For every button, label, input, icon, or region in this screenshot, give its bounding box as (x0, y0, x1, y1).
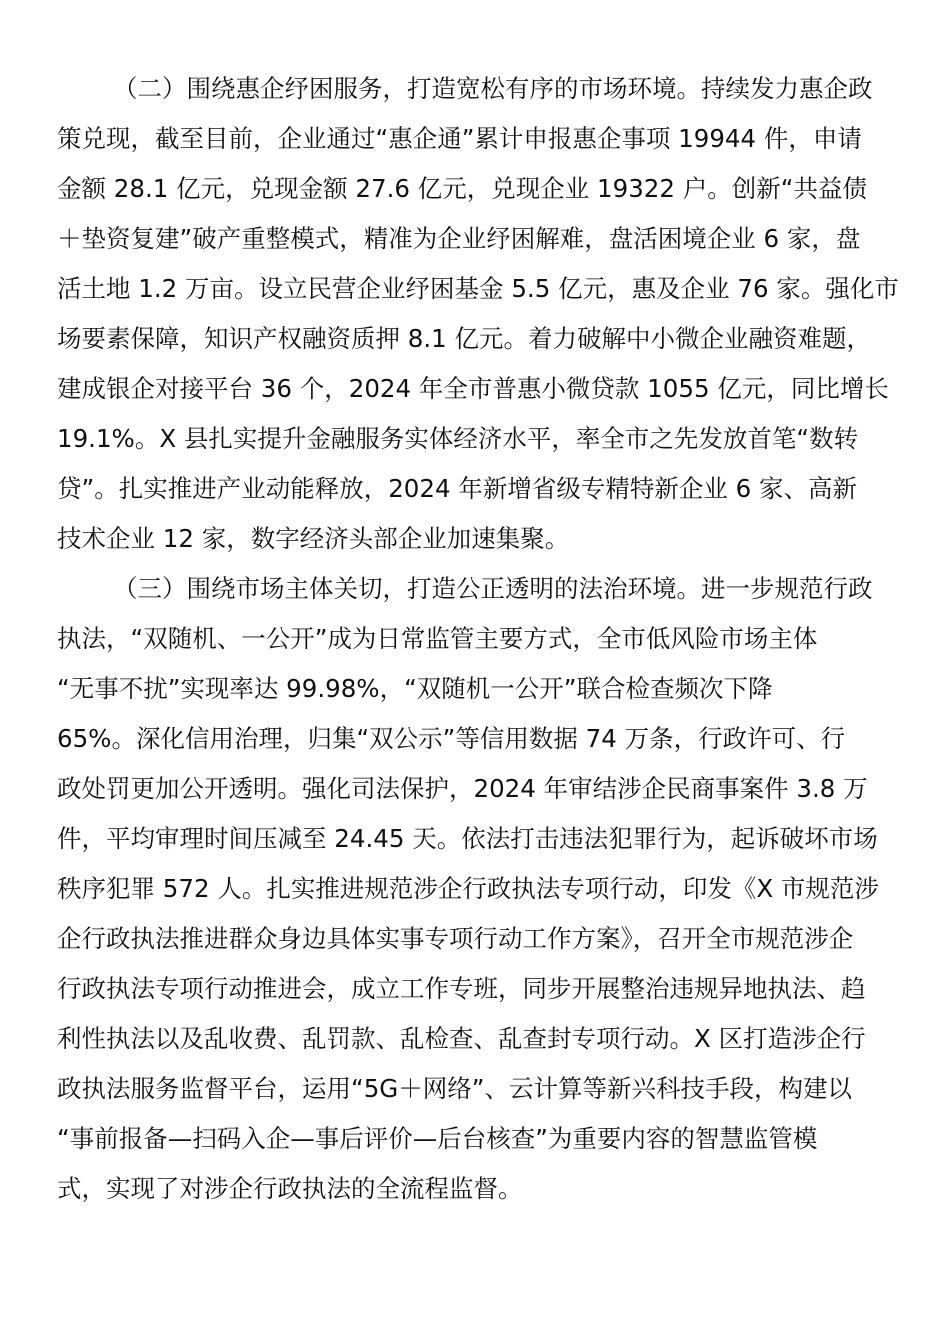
paragraph-line: 式，实现了对涉企行政执法的全流程监督。 (57, 1174, 523, 1203)
paragraph-line: 执法，“双随机、一公开”成为日常监管主要方式，全市低风险市场主体 (57, 624, 818, 653)
paragraph-line: （二）围绕惠企纾困服务，打造宽松有序的市场环境。持续发力惠企政 (113, 74, 873, 103)
paragraph-line: 政执法服务监督平台，运用“5G＋网络”、云计算等新兴科技手段，构建以 (57, 1074, 852, 1103)
paragraph-services (57, 64, 899, 564)
paragraph-line: 利性执法以及乱收费、乱罚款、乱检查、乱查封专项行动。X 区打造涉企行 (57, 1024, 866, 1053)
paragraph-legal-environment (57, 564, 893, 1214)
paragraph-line: 行政执法专项行动推进会，成立工作专班，同步开展整治违规异地执法、趋 (57, 974, 866, 1003)
paragraph-line: 贷”。扎实推进产业动能释放，2024 年新增省级专精特新企业 6 家、高新 (57, 474, 857, 503)
paragraph-line: 金额 28.1 亿元，兑现金额 27.6 亿元，兑现企业 19322 户。创新“共益债 (57, 174, 867, 203)
document-page (57, 64, 899, 1214)
paragraph-line: 件，平均审理时间压减至 24.45 天。依法打击违法犯罪行为，起诉破坏市场 (57, 824, 878, 853)
paragraph-line: “事前报备—扫码入企—事后评价—后台核查”为重要内容的智慧监管模 (57, 1124, 818, 1153)
paragraph-line: 建成银企对接平台 36 个，2024 年全市普惠小微贷款 1055 亿元，同比增长 (57, 374, 889, 403)
paragraph-line: “无事不扰”实现率达 99.98%，“双随机一公开”联合检查频次下降 (57, 674, 773, 703)
paragraph-line: 企行政执法推进群众身边具体实事专项行动工作方案》，召开全市规范涉企 (57, 924, 854, 953)
paragraph-line: 活土地 1.2 万亩。设立民营企业纾困基金 5.5 亿元，惠及企业 76 家。强化市 (57, 274, 899, 303)
paragraph-line: 政处罚更加公开透明。强化司法保护，2024 年审结涉企民商事案件 3.8 万 (57, 774, 868, 803)
paragraph-line: 技术企业 12 家，数字经济头部企业加速集聚。 (57, 524, 570, 553)
paragraph-line: 策兑现，截至目前，企业通过“惠企通”累计申报惠企事项 19944 件，申请 (57, 124, 862, 153)
paragraph-line: ＋垫资复建”破产重整模式，精准为企业纾困解难，盘活困境企业 6 家，盘 (57, 224, 861, 253)
paragraph-line: （三）围绕市场主体关切，打造公正透明的法治环境。进一步规范行政 (113, 574, 873, 603)
paragraph-line: 65%。深化信用治理，归集“双公示”等信用数据 74 万条，行政许可、行 (57, 724, 846, 753)
paragraph-line: 场要素保障，知识产权融资质押 8.1 亿元。着力破解中小微企业融资难题， (57, 324, 872, 353)
paragraph-line: 秩序犯罪 572 人。扎实推进规范涉企行政执法专项行动，印发《X 市规范涉 (57, 874, 879, 903)
paragraph-line: 19.1%。X 县扎实提升金融服务实体经济水平，率全市之先发放首笔“数转 (57, 424, 859, 453)
